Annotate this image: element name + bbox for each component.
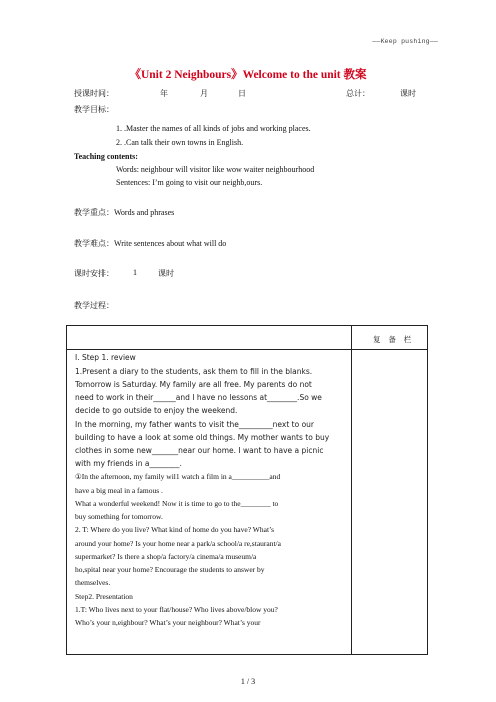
page-number: 1 / 3 — [240, 677, 256, 686]
table-line: themselves. — [75, 578, 111, 587]
table-line: 1.Present a diary to the students, ask them to fill in the blanks. — [75, 367, 313, 376]
year-label: 年 — [160, 89, 168, 98]
time-label: 授课时间： — [74, 89, 114, 98]
table-line: ho,spital near your home? Encourage the students to answer by — [75, 565, 265, 574]
periods-label: 课时 — [400, 89, 416, 98]
table-column-divider — [351, 326, 352, 654]
table-line: clothes in some new_______near our home. I want to have a picnic — [75, 446, 324, 455]
difficult-points: 教学难点：Write sentences about what will do — [74, 239, 227, 248]
table-line: buy something for tomorrow. — [75, 512, 163, 521]
table-line: ①In the afternoon, my family wil1 watch a film in a__________and — [75, 472, 281, 481]
header-motto: ——Keep pushing—— — [372, 38, 438, 45]
words-line: Words: neighbour will visitor like wow waiter neighbourhood — [116, 165, 315, 174]
process-label: 教学过程： — [74, 301, 114, 310]
table-line: around your home? Is your home near a park/a school/a re,staurant/a — [75, 539, 281, 548]
key-points: 教学重点：Words and phrases — [74, 208, 175, 217]
table-line: need to work in their______and I have no lessons at________.So we — [75, 393, 322, 402]
table-line: 1.T: Who lives next to your flat/house? Who lives above/blow you? — [75, 605, 278, 614]
schedule-count: 1 — [133, 268, 137, 277]
table-line: In the morning, my father wants to visit the_________next to our — [75, 420, 315, 429]
table-line: 2. T: Where do you live? What kind of home do you have? What’s — [75, 525, 275, 534]
contents-label: Teaching contents: — [74, 152, 138, 161]
objective-2: 2. .Can talk their own towns in English. — [116, 138, 244, 147]
day-label: 日 — [238, 89, 246, 98]
table-line: Ⅰ. Step 1. review — [75, 353, 136, 362]
sentences-line: Sentences: I’m going to visit our neighb,ours. — [116, 178, 263, 187]
lesson-meta-row — [74, 88, 424, 100]
table-header-divider — [67, 349, 427, 350]
table-line: decide to go outside to enjoy the weekend. — [75, 406, 238, 415]
review-column-header: 复 备 栏 — [373, 335, 415, 344]
month-label: 月 — [200, 89, 208, 98]
table-line: building to have a look at some old things. My mother wants to buy — [75, 433, 330, 442]
table-line: Tomorrow is Saturday. My family are all free. My parents do not — [75, 380, 312, 389]
total-label: 总计： — [346, 89, 370, 98]
objective-1: 1. .Master the names of all kinds of jobs and working places. — [116, 124, 311, 133]
table-line: have a big meal in a famous . — [75, 486, 163, 495]
schedule-label: 课时安排： — [74, 269, 114, 278]
lesson-process-table — [66, 325, 428, 655]
table-line: Who’s your n,eighbour? What’s your neighbour? What’s your — [75, 618, 261, 627]
table-line: Step2. Presentation — [75, 592, 133, 601]
objectives-label: 教学目标： — [74, 105, 114, 114]
schedule-unit: 课时 — [158, 269, 174, 278]
table-line: supermarket? Is there a shop/a factory/a cinema/a museum/a — [75, 552, 257, 561]
table-line: What a wonderful weekend! Now it is time to go to the________ to — [75, 499, 279, 508]
document-title: 《Unit 2 Neighbours》Welcome to the unit 教案 — [129, 69, 367, 81]
table-line: with my friends in a________. — [75, 459, 182, 468]
